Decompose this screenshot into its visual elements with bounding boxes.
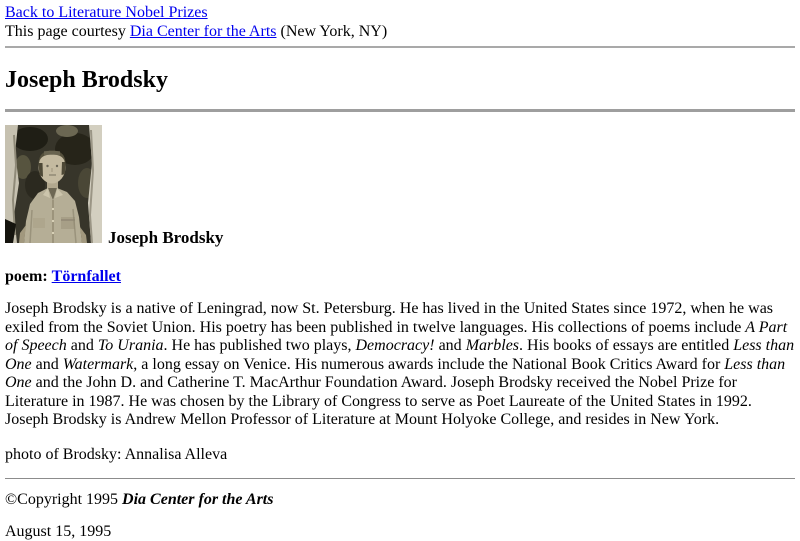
divider-under-title	[5, 109, 795, 112]
brodsky-photo	[5, 125, 102, 243]
courtesy-suffix: (New York, NY)	[276, 23, 388, 40]
page-title: Joseph Brodsky	[5, 67, 168, 93]
poem-line	[5, 268, 795, 286]
photo-row	[5, 125, 795, 246]
courtesy-prefix: This page courtesy	[5, 23, 130, 40]
page-date: August 15, 1995	[5, 522, 112, 540]
copyright-organization: Dia Center for the Arts	[122, 490, 274, 508]
nav-courtesy-line	[5, 22, 795, 41]
photo-caption: Joseph Brodsky	[108, 228, 224, 247]
divider-top	[5, 46, 795, 48]
nav-back-line	[5, 3, 795, 22]
photo-credit: photo of Brodsky: Annalisa Alleva	[5, 445, 228, 463]
back-to-nobel-prizes-link[interactable]: Back to Literature Nobel Prizes	[5, 4, 208, 21]
poem-tornfallet-link[interactable]: Törnfallet	[51, 268, 121, 285]
copyright-prefix: ©Copyright 1995	[5, 490, 123, 508]
divider-footer	[5, 478, 795, 479]
copyright-line	[5, 491, 795, 509]
bio-paragraph: Joseph Brodsky is a native of Leningrad, now St. Petersburg. He has lived in the United States since 1972, when he was exiled from the Soviet Union. His poetry has been published in twelve languages. His collections of poems include A Part of Speech and To Urania. He has published two plays, Democracy! and Marbles. His books of essays are entitled Less than One and Watermark, a long essay on Venice. His numerous awards include the National Book Critics Award for Less than One and the John D. and Catherine T. MacArthur Foundation Award. Joseph Brodsky received the Nobel Prize for Literature in 1987. He was chosen by the Library of Congress to serve as Poet Laureate of the United States in 1992. Joseph Brodsky is Andrew Mellon Professor of Literature at Mount Holyoke College, and resides in New York.	[5, 300, 795, 428]
poem-label: poem:	[5, 268, 48, 285]
dia-center-link[interactable]: Dia Center for the Arts	[129, 23, 277, 40]
